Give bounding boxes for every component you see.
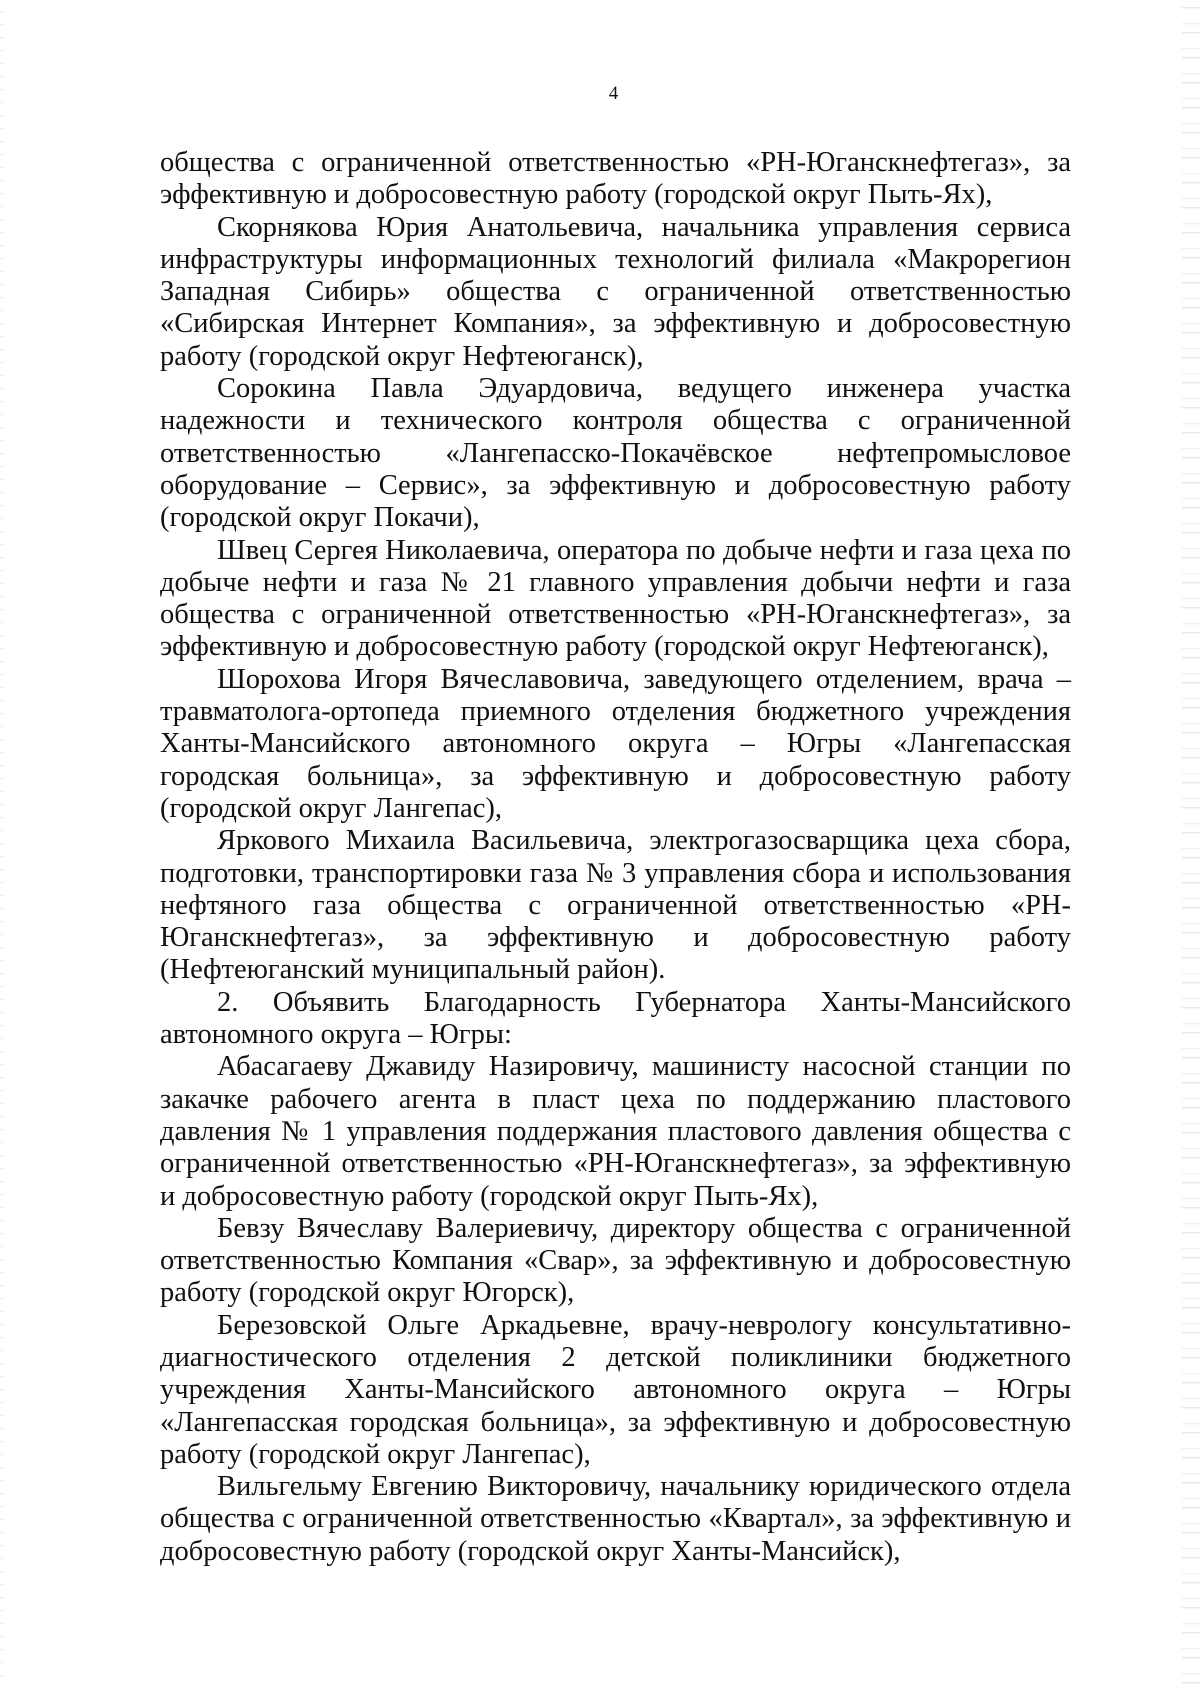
paragraph-berezovskaya: Березовской Ольге Аркадьевне, врачу-неврологу консультативно-диагностического отделения 2 детской поликлиники бюджетного учреждения Ханты-Мансийского автономного округа – Югры «Лангепасская городская больница», за эффективную и добросовестную работу (городской округ Лангепас), xyxy=(160,1309,1071,1470)
paragraph-section-2: 2. Объявить Благодарность Губернатора Ханты-Мансийского автономного округа – Югры: xyxy=(160,986,1071,1051)
paragraph-skornyakov: Скорнякова Юрия Анатольевича, начальника управления сервиса инфраструктуры информационных технологий филиала «Макрорегион Западная Сибирь» общества с ограниченной ответственностью «Сибирская Интернет Компания», за эффективную и добросовестную работу (городской округ Нефтеюганск), xyxy=(160,211,1071,372)
paragraph-continuation: общества с ограниченной ответственностью «РН-Юганскнефтегаз», за эффективную и добросовестную работу (городской округ Пыть-Ях), xyxy=(160,147,1071,211)
scan-edge-left xyxy=(0,0,4,1686)
paragraph-bevza: Бевзу Вячеславу Валериевичу, директору общества с ограниченной ответственностью Компания «Свар», за эффективную и добросовестную работу (городской округ Югорск), xyxy=(160,1212,1071,1309)
paragraph-vilgelm: Вильгельму Евгению Викторовичу, начальнику юридического отдела общества с ограниченной ответственностью «Квартал», за эффективную и добросовестную работу (городской округ Ханты-Мансийск), xyxy=(160,1471,1071,1567)
paragraph-shvets: Швец Сергея Николаевича, оператора по добыче нефти и газа цеха по добыче нефти и газа № 21 главного управления добычи нефти и газа общества с ограниченной ответственностью «РН-Юганскнефтегаз», за эффективную и добросовестную работу (городской округ Нефтеюганск), xyxy=(160,534,1071,663)
scan-edge-right xyxy=(1182,0,1200,1686)
paragraph-shorokhov: Шорохова Игоря Вячеславовича, заведующего отделением, врача – травматолога-ортопеда приемного отделения бюджетного учреждения Ханты-Мансийского автономного округа – Югры «Лангепасская городская больница», за эффективную и добросовестную работу (городской округ Лангепас), xyxy=(160,663,1071,824)
paragraph-sorokin: Сорокина Павла Эдуардовича, ведущего инженера участка надежности и технического контроля общества с ограниченной ответственностью «Лангепасско-Покачёвское нефтепромысловое оборудование – Сервис», за эффективную и добросовестную работу (городской округ Покачи), xyxy=(160,373,1071,534)
document-body xyxy=(160,147,1071,1568)
page-number: 4 xyxy=(608,83,619,104)
paragraph-yarkovoy: Яркового Михаила Васильевича, электрогазосварщика цеха сбора, подготовки, транспортировки газа № 3 управления сбора и использования нефтяного газа общества с ограниченной ответственностью «РН-Юганскнефтегаз», за эффективную и добросовестную работу (Нефтеюганский муниципальный район). xyxy=(160,825,1071,986)
paragraph-abasagaev: Абасагаеву Джавиду Назировичу, машинисту насосной станции по закачке рабочего агента в пласт цеха по поддержанию пластового давления № 1 управления поддержания пластового давления общества с ограниченной ответственностью «РН-Юганскнефтегаз», за эффективную и добросовестную работу (городской округ Пыть-Ях), xyxy=(160,1051,1071,1212)
